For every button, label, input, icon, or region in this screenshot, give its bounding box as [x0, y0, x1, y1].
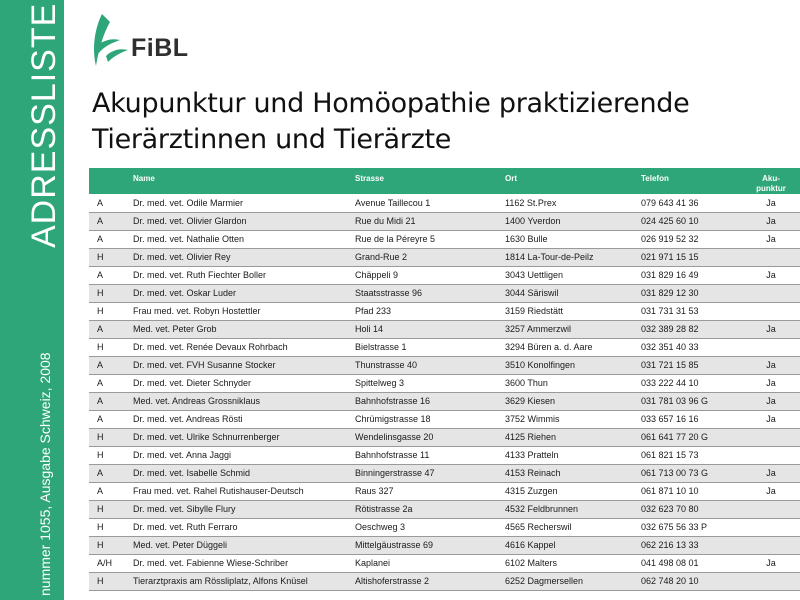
- cell-strasse: Raus 327: [355, 482, 505, 500]
- cell-strasse: Rötistrasse 2a: [355, 500, 505, 518]
- cell-telefon: 062 216 13 33: [641, 536, 741, 554]
- table-row: [89, 266, 800, 284]
- cell-type: H: [89, 302, 133, 320]
- header-name: Name: [133, 168, 355, 194]
- cell-name: Dr. med. vet. Nathalie Otten: [133, 230, 355, 248]
- page-title: [92, 86, 792, 158]
- header-type: [89, 168, 133, 194]
- cell-strasse: Wendelinsgasse 20: [355, 428, 505, 446]
- title-line-1: Akupunktur und Homöopathie praktizierende: [92, 88, 690, 119]
- cell-type: A: [89, 320, 133, 338]
- table-row: [89, 356, 800, 374]
- cell-akupunktur: Ja: [741, 194, 800, 212]
- cell-telefon: 021 971 15 15: [641, 248, 741, 266]
- cell-name: Dr. med. vet. Dieter Schnyder: [133, 374, 355, 392]
- cell-ort: 3510 Konolfingen: [505, 356, 641, 374]
- table-row: [89, 500, 800, 518]
- cell-ort: 1162 St.Prex: [505, 194, 641, 212]
- cell-strasse: Altishoferstrasse 2: [355, 572, 505, 590]
- cell-akupunktur: [741, 284, 800, 302]
- cell-strasse: Chrümigstrasse 18: [355, 410, 505, 428]
- cell-telefon: 026 919 52 32: [641, 230, 741, 248]
- cell-ort: 4616 Kappel: [505, 536, 641, 554]
- cell-strasse: Avenue Taillecou 1: [355, 194, 505, 212]
- cell-akupunktur: [741, 536, 800, 554]
- cell-telefon: 032 675 56 33 P: [641, 518, 741, 536]
- cell-telefon: 024 425 60 10: [641, 212, 741, 230]
- table-row: [89, 554, 800, 572]
- cell-akupunktur: Ja: [741, 230, 800, 248]
- cell-type: A: [89, 194, 133, 212]
- cell-type: A/H: [89, 554, 133, 572]
- cell-akupunktur: [741, 248, 800, 266]
- table-row: [89, 482, 800, 500]
- cell-strasse: Grand-Rue 2: [355, 248, 505, 266]
- cell-name: Dr. med. vet. Fabienne Wiese-Schriber: [133, 554, 355, 572]
- cell-type: H: [89, 446, 133, 464]
- cell-name: Med. vet. Peter Düggeli: [133, 536, 355, 554]
- cell-strasse: Rue de la Péreyre 5: [355, 230, 505, 248]
- cell-strasse: Pfad 233: [355, 302, 505, 320]
- cell-akupunktur: Ja: [741, 410, 800, 428]
- cell-telefon: 061 713 00 73 G: [641, 464, 741, 482]
- cell-ort: 3044 Säriswil: [505, 284, 641, 302]
- header-ort: Ort: [505, 168, 641, 194]
- cell-ort: 3752 Wimmis: [505, 410, 641, 428]
- table-row: [89, 464, 800, 482]
- cell-telefon: 032 351 40 33: [641, 338, 741, 356]
- header-strasse: Strasse: [355, 168, 505, 194]
- table-row: [89, 446, 800, 464]
- cell-ort: 6102 Malters: [505, 554, 641, 572]
- table-row: [89, 518, 800, 536]
- cell-ort: 3043 Uettligen: [505, 266, 641, 284]
- cell-telefon: 032 623 70 80: [641, 500, 741, 518]
- cell-ort: 4153 Reinach: [505, 464, 641, 482]
- cell-strasse: Binningerstrasse 47: [355, 464, 505, 482]
- sidebar-title-block: [0, 0, 64, 600]
- cell-akupunktur: Ja: [741, 392, 800, 410]
- cell-type: A: [89, 356, 133, 374]
- cell-ort: 1400 Yverdon: [505, 212, 641, 230]
- sidebar-vertical-text: [0, 0, 64, 600]
- cell-name: Dr. med. vet. Ruth Fiechter Boller: [133, 266, 355, 284]
- cell-akupunktur: Ja: [741, 266, 800, 284]
- cell-telefon: 031 721 15 85: [641, 356, 741, 374]
- table-row: [89, 392, 800, 410]
- cell-telefon: 033 657 16 16: [641, 410, 741, 428]
- cell-name: Dr. med. vet. Isabelle Schmid: [133, 464, 355, 482]
- fibl-logo: [88, 10, 208, 70]
- cell-name: Dr. med. vet. FVH Susanne Stocker: [133, 356, 355, 374]
- cell-telefon: 079 643 41 36: [641, 194, 741, 212]
- cell-telefon: 061 641 77 20 G: [641, 428, 741, 446]
- cell-name: Frau med. vet. Rahel Rutishauser-Deutsch: [133, 482, 355, 500]
- cell-name: Dr. med. vet. Andreas Rösti: [133, 410, 355, 428]
- table-row: [89, 338, 800, 356]
- cell-strasse: Holi 14: [355, 320, 505, 338]
- cell-name: Dr. med. vet. Odile Marmier: [133, 194, 355, 212]
- cell-type: H: [89, 428, 133, 446]
- cell-ort: 4125 Riehen: [505, 428, 641, 446]
- header-akupunktur: Aku- punktur: [741, 168, 800, 194]
- cell-telefon: 041 498 08 01: [641, 554, 741, 572]
- sidebar-title: ADRESSLISTE: [25, 2, 63, 248]
- cell-telefon: 031 829 12 30: [641, 284, 741, 302]
- cell-ort: 3159 Riedstätt: [505, 302, 641, 320]
- sidebar-subtitle: nummer 1055, Ausgabe Schweiz, 2008: [37, 352, 53, 596]
- cell-ort: 4565 Recherswil: [505, 518, 641, 536]
- header-telefon: Telefon: [641, 168, 741, 194]
- cell-akupunktur: [741, 446, 800, 464]
- cell-name: Dr. med. vet. Anna Jaggi: [133, 446, 355, 464]
- cell-akupunktur: Ja: [741, 464, 800, 482]
- cell-type: H: [89, 536, 133, 554]
- table-row: [89, 194, 800, 212]
- table-row: [89, 320, 800, 338]
- cell-name: Tierarztpraxis am Rössliplatz, Alfons Knüsel: [133, 572, 355, 590]
- table-header-row: [89, 168, 800, 194]
- cell-name: Dr. med. vet. Ulrike Schnurrenberger: [133, 428, 355, 446]
- cell-akupunktur: [741, 518, 800, 536]
- cell-akupunktur: Ja: [741, 482, 800, 500]
- cell-telefon: 032 389 28 82: [641, 320, 741, 338]
- cell-name: Dr. med. vet. Ruth Ferraro: [133, 518, 355, 536]
- cell-name: Dr. med. vet. Olivier Glardon: [133, 212, 355, 230]
- cell-type: A: [89, 230, 133, 248]
- cell-telefon: 031 829 16 49: [641, 266, 741, 284]
- cell-ort: 3294 Büren a. d. Aare: [505, 338, 641, 356]
- cell-ort: 6252 Dagmersellen: [505, 572, 641, 590]
- cell-strasse: Mittelgäustrasse 69: [355, 536, 505, 554]
- cell-akupunktur: Ja: [741, 356, 800, 374]
- cell-type: A: [89, 410, 133, 428]
- cell-type: H: [89, 518, 133, 536]
- cell-strasse: Thunstrasse 40: [355, 356, 505, 374]
- cell-telefon: 062 748 20 10: [641, 572, 741, 590]
- cell-name: Dr. med. vet. Sibylle Flury: [133, 500, 355, 518]
- cell-type: H: [89, 572, 133, 590]
- cell-name: Dr. med. vet. Renée Devaux Rohrbach: [133, 338, 355, 356]
- cell-type: A: [89, 374, 133, 392]
- cell-telefon: 061 871 10 10: [641, 482, 741, 500]
- cell-strasse: Rue du Midi 21: [355, 212, 505, 230]
- table-row: [89, 428, 800, 446]
- fibl-leaf-logo-icon: [88, 10, 134, 70]
- cell-telefon: 033 222 44 10: [641, 374, 741, 392]
- cell-akupunktur: [741, 500, 800, 518]
- cell-ort: 4532 Feldbrunnen: [505, 500, 641, 518]
- cell-strasse: Oeschweg 3: [355, 518, 505, 536]
- cell-strasse: Kaplanei: [355, 554, 505, 572]
- cell-type: H: [89, 338, 133, 356]
- cell-akupunktur: [741, 572, 800, 590]
- cell-type: H: [89, 248, 133, 266]
- table-row: [89, 410, 800, 428]
- cell-name: Med. vet. Peter Grob: [133, 320, 355, 338]
- cell-type: H: [89, 500, 133, 518]
- cell-telefon: 031 731 31 53: [641, 302, 741, 320]
- logo-text: FiBL: [131, 34, 189, 62]
- cell-akupunktur: Ja: [741, 320, 800, 338]
- table-row: [89, 230, 800, 248]
- cell-ort: 1630 Bulle: [505, 230, 641, 248]
- cell-name: Dr. med. vet. Olivier Rey: [133, 248, 355, 266]
- cell-telefon: 031 781 03 96 G: [641, 392, 741, 410]
- cell-strasse: Bielstrasse 1: [355, 338, 505, 356]
- cell-name: Dr. med. vet. Oskar Luder: [133, 284, 355, 302]
- cell-ort: 4315 Zuzgen: [505, 482, 641, 500]
- cell-name: Frau med. vet. Robyn Hostettler: [133, 302, 355, 320]
- cell-type: A: [89, 266, 133, 284]
- table-row: [89, 302, 800, 320]
- address-table: [89, 168, 800, 591]
- table-row: [89, 374, 800, 392]
- cell-telefon: 061 821 15 73: [641, 446, 741, 464]
- cell-akupunktur: Ja: [741, 212, 800, 230]
- cell-strasse: Bahnhofstrasse 11: [355, 446, 505, 464]
- cell-type: A: [89, 392, 133, 410]
- cell-ort: 3257 Ammerzwil: [505, 320, 641, 338]
- cell-ort: 4133 Pratteln: [505, 446, 641, 464]
- table-row: [89, 212, 800, 230]
- cell-akupunktur: Ja: [741, 554, 800, 572]
- cell-akupunktur: [741, 302, 800, 320]
- cell-strasse: Spittelweg 3: [355, 374, 505, 392]
- cell-ort: 3600 Thun: [505, 374, 641, 392]
- title-line-2: Tierärztinnen und Tierärzte: [92, 124, 452, 155]
- table-row: [89, 572, 800, 590]
- cell-akupunktur: [741, 338, 800, 356]
- cell-strasse: Bahnhofstrasse 16: [355, 392, 505, 410]
- table-row: [89, 536, 800, 554]
- table-row: [89, 284, 800, 302]
- cell-strasse: Chäppeli 9: [355, 266, 505, 284]
- cell-name: Med. vet. Andreas Grossniklaus: [133, 392, 355, 410]
- cell-akupunktur: [741, 428, 800, 446]
- cell-type: A: [89, 212, 133, 230]
- cell-ort: 3629 Kiesen: [505, 392, 641, 410]
- table-row: [89, 248, 800, 266]
- cell-ort: 1814 La-Tour-de-Peilz: [505, 248, 641, 266]
- cell-strasse: Staatsstrasse 96: [355, 284, 505, 302]
- address-table-container: [89, 168, 800, 600]
- cell-akupunktur: Ja: [741, 374, 800, 392]
- cell-type: H: [89, 284, 133, 302]
- cell-type: A: [89, 464, 133, 482]
- cell-type: A: [89, 482, 133, 500]
